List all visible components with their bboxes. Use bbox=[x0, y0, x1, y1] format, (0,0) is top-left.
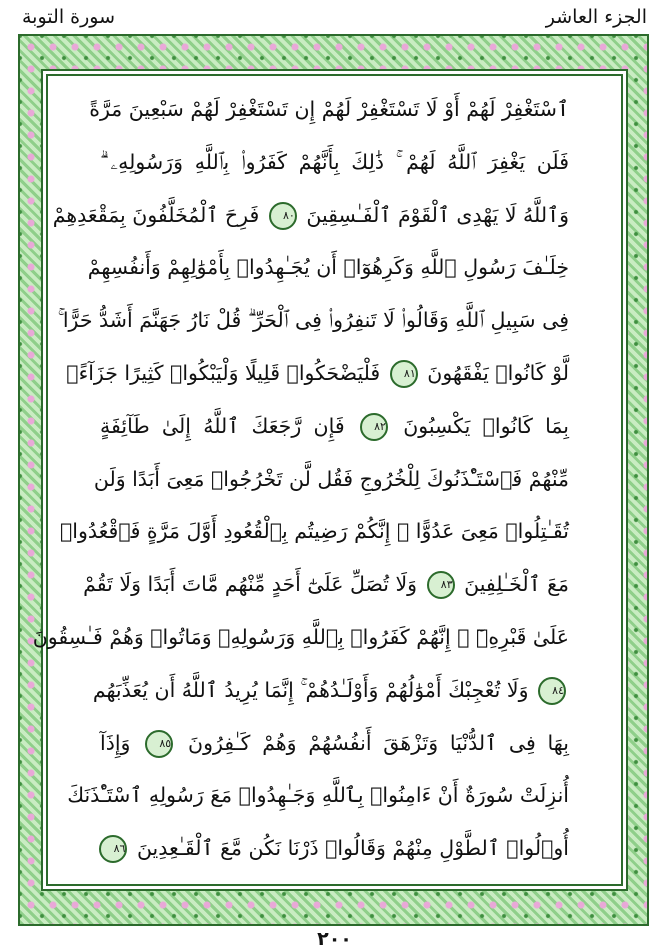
ayah-number-marker: ٨٣ bbox=[427, 571, 455, 599]
ayah-number-marker: ٨١ bbox=[390, 360, 418, 388]
verse-text: فَلَن يَغْفِرَ ٱللَّهُ لَهُمْ ۚ ذَٰلِكَ بِأَنَّهُمْ كَفَرُوا۟ بِٱللَّهِ وَرَسُولِهِۦ ۗ bbox=[100, 149, 569, 174]
text-line bbox=[100, 403, 569, 449]
text-line bbox=[93, 456, 569, 502]
ayah-number-marker: ٨٢ bbox=[360, 413, 388, 441]
verse-text: فَرِحَ ٱلْمُخَلَّفُونَ بِمَقْعَدِهِمْ bbox=[52, 202, 260, 227]
text-line bbox=[52, 192, 569, 238]
verse-text: فِى سَبِيلِ ٱللَّهِ وَقَالُوا۟ لَا تَنفِرُوا۟ فِى ٱلْحَرِّ ۗ قُلْ نَارُ جَهَنَّمَ أَشَدُّ حَرًّا ۚ bbox=[57, 308, 569, 333]
verse-text: وَلَا تُصَلِّ عَلَىٰٓ أَحَدٍ مِّنْهُم مَّاتَ أَبَدًا وَلَا تَقُمْ bbox=[83, 572, 418, 597]
verse-text: ٱسْتَغْفِرْ لَهُمْ أَوْ لَا تَسْتَغْفِرْ لَهُمْ إِن تَسْتَغْفِرْ لَهُمْ سَبْعِينَ مَرَّةً bbox=[89, 97, 569, 121]
verse-text: وَٱللَّهُ لَا يَهْدِى ٱلْقَوْمَ ٱلْفَـٰسِقِينَ bbox=[306, 202, 569, 227]
text-line bbox=[100, 139, 569, 185]
ayah-number-marker: ٨٥ bbox=[145, 730, 173, 758]
text-line bbox=[32, 614, 569, 660]
ayah-number-marker: ٨٤ bbox=[538, 677, 566, 705]
text-line bbox=[59, 508, 569, 554]
text-line bbox=[66, 350, 569, 396]
verse-text: أُنزِلَتْ سُورَةٌ أَنْ ءَامِنُوا۟ بِٱللَّهِ وَجَـٰهِدُوا۟ مَعَ رَسُولِهِ ٱسْتَـْٔذَنَكَ bbox=[67, 783, 569, 808]
text-line bbox=[100, 720, 569, 766]
text-line bbox=[92, 667, 569, 713]
verse-text: مَعَ ٱلْخَـٰلِفِينَ bbox=[464, 572, 569, 597]
juz-title: الجزء العاشر bbox=[545, 6, 647, 28]
ayah-number-marker: ٨٠ bbox=[269, 202, 297, 230]
text-line bbox=[57, 297, 569, 343]
text-line bbox=[87, 244, 569, 290]
verse-text: مِّنْهُمْ فَٱسْتَـْٔذَنُوكَ لِلْخُرُوجِ فَقُل لَّن تَخْرُجُوا۟ مَعِىَ أَبَدًا وَلَن bbox=[93, 466, 569, 491]
verse-text: وَلَا تُعْجِبْكَ أَمْوَٰلُهُمْ وَأَوْلَـٰدُهُمْ ۚ إِنَّمَا يُرِيدُ ٱللَّهُ أَن يُعَذِّبَهُم bbox=[92, 677, 529, 702]
text-line bbox=[83, 561, 569, 607]
verse-text: بِهَا فِى ٱلدُّنْيَا وَتَزْهَقَ أَنفُسُهُمْ وَهُمْ كَـٰفِرُونَ bbox=[188, 730, 569, 755]
verse-text: فَلْيَضْحَكُوا۟ قَلِيلًا وَلْيَبْكُوا۟ كَثِيرًا جَزَآءًۢ bbox=[66, 361, 381, 385]
verse-text: وَإِذَآ bbox=[100, 730, 131, 755]
ayah-number-marker: ٨٦ bbox=[99, 835, 127, 863]
verse-text: خِلَـٰفَ رَسُولِ ٱللَّهِ وَكَرِهُوٓا۟ أَن يُجَـٰهِدُوا۟ بِأَمْوَٰلِهِمْ وَأَنفُسِهِمْ bbox=[87, 255, 569, 280]
verse-text: تُقَـٰتِلُوا۟ مَعِىَ عَدُوًّا ۖ إِنَّكُمْ رَضِيتُم بِٱلْقُعُودِ أَوَّلَ مَرَّةٍ فَٱقْعُدُوا۟ bbox=[59, 519, 569, 544]
verse-text: فَإِن رَّجَعَكَ ٱللَّهُ إِلَىٰ طَآئِفَةٍ bbox=[100, 413, 345, 438]
text-line bbox=[89, 86, 569, 132]
text-line bbox=[67, 772, 569, 818]
page-number: ٢٠٠ bbox=[317, 928, 352, 950]
verse-text: عَلَىٰ قَبْرِهِۦٓ ۖ إِنَّهُمْ كَفَرُوا۟ بِٱللَّهِ وَرَسُولِهِۦ وَمَاتُوا۟ وَهُمْ فَـٰسِقُونَ bbox=[32, 625, 569, 649]
verse-text: لَّوْ كَانُوا۟ يَفْقَهُونَ bbox=[427, 361, 569, 385]
text-line bbox=[100, 825, 569, 871]
verse-text: بِمَا كَانُوا۟ يَكْسِبُونَ bbox=[403, 413, 569, 438]
verse-text: أُو۟لُوا۟ ٱلطَّوْلِ مِنْهُمْ وَقَالُوا۟ ذَرْنَا نَكُن مَّعَ ٱلْقَـٰعِدِينَ bbox=[136, 836, 569, 861]
surah-title: سورة التوبة bbox=[22, 6, 115, 28]
